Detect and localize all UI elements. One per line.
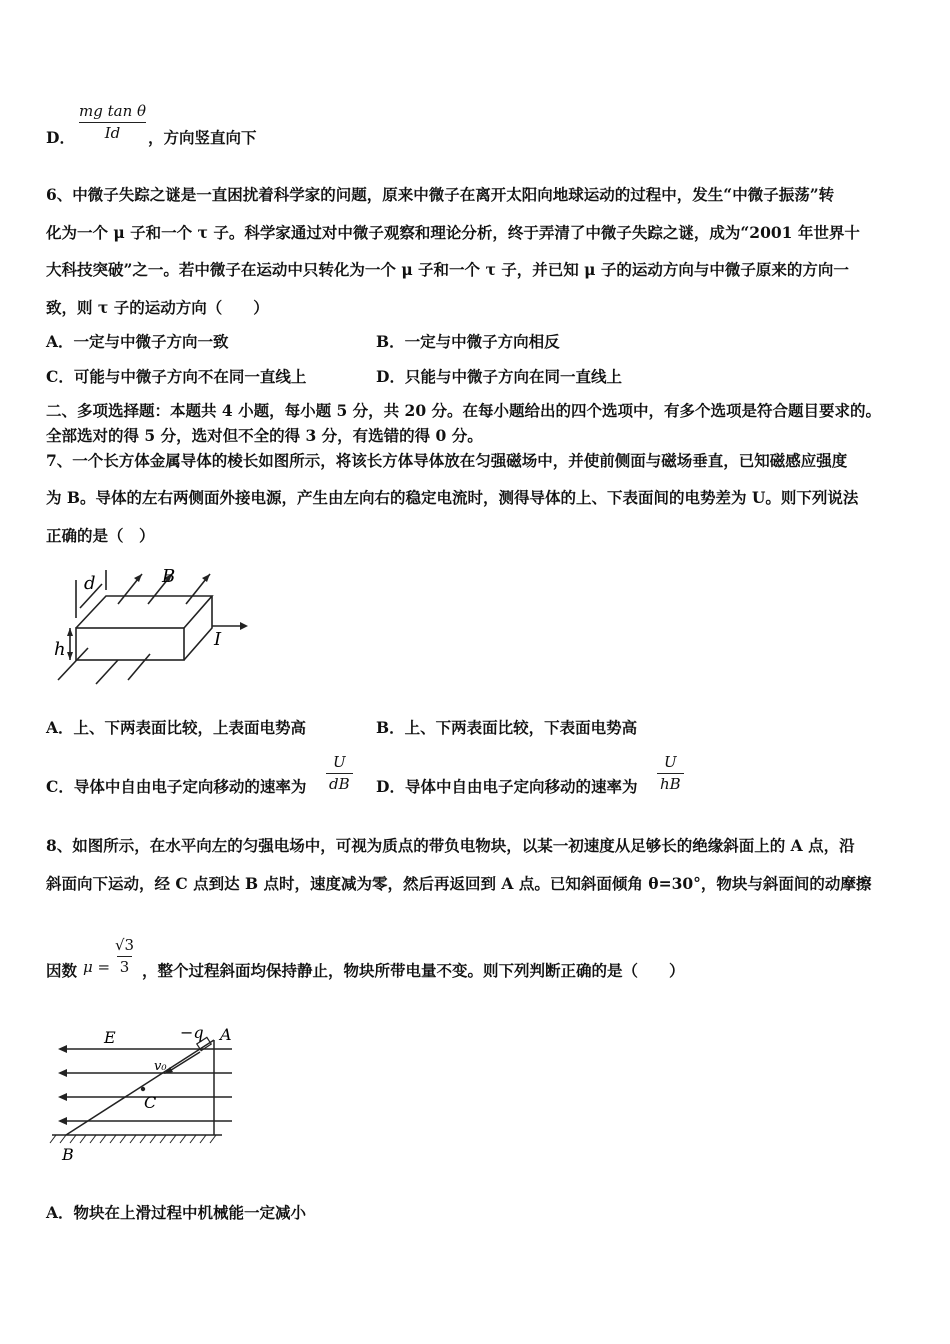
q7-figure-label-h: h: [54, 639, 66, 660]
q6-option-a[interactable]: A．一定与中微子方向一致: [46, 332, 229, 351]
q8-stem-line2: 斜面向下运动，经 C 点到达 B 点时，速度减为零，然后再返回到 A 点。已知斜面倾角 θ=30°，物块与斜面间的动摩擦: [46, 874, 872, 893]
q8-option-a[interactable]: A．物块在上滑过程中机械能一定减小: [46, 1203, 307, 1222]
q8-figure-label-e: E: [104, 1028, 116, 1047]
q8-stem-line3-prefix: 因数: [46, 961, 78, 980]
q6-stem-line3: 大科技突破”之一。若中微子在运动中只转化为一个 μ 子和一个 τ 子，并已知 μ 子的运动方向与中微子原来的方向一: [46, 260, 849, 279]
q8-figure-label-b: B: [62, 1145, 74, 1164]
fraction-numerator: U: [664, 753, 677, 771]
q5-option-d-label: D．: [46, 128, 75, 147]
fraction-denominator: 3: [117, 956, 133, 975]
fraction-denominator: dB: [326, 773, 353, 792]
q8-figure-label-v0: v₀: [154, 1059, 167, 1074]
q8-stem-line3-suffix: ，整个过程斜面均保持静止，物块所带电量不变。则下列判断正确的是（ ）: [142, 961, 685, 980]
q7-figure-label-d: d: [84, 573, 96, 594]
q8-mu-symbol: μ =: [83, 958, 111, 976]
q7-stem-line2: 为 B。导体的左右两侧面外接电源，产生由左向右的稳定电流时，测得导体的上、下表面间的电势差为 U。则下列说法: [46, 488, 859, 507]
q6-option-b[interactable]: B．一定与中微子方向相反: [376, 332, 560, 351]
fraction-numerator: U: [332, 753, 346, 771]
q7-figure-label-i: I: [214, 629, 222, 650]
q6-stem-line2: 化为一个 μ 子和一个 τ 子。科学家通过对中微子观察和理论分析，终于弄清了中微子失踪之谜，成为“2001 年世界十: [46, 223, 860, 242]
q5-option-d-suffix: ，方向竖直向下: [148, 128, 257, 147]
fraction-numerator: mg tan θ: [79, 102, 147, 120]
section2-instruction-line1: 二、多项选择题：本题共 4 小题，每小题 5 分，共 20 分。在每小题给出的四个选项中，有多个选项是符合题目要求的。: [46, 401, 882, 420]
q7-stem-line1: 7、一个长方体金属导体的棱长如图所示，将该长方体导体放在匀强磁场中，并使前侧面与磁场垂直，已知磁感应强度: [46, 451, 848, 470]
q7-option-c[interactable]: C．导体中自由电子定向移动的速率为: [46, 777, 307, 796]
q8-figure-label-c: C: [144, 1093, 157, 1112]
q6-stem-line1: 6、中微子失踪之谜是一直困扰着科学家的问题，原来中微子在离开太阳向地球运动的过程中，发生“中微子振荡”转: [46, 185, 835, 204]
q7-option-a[interactable]: A．上、下两表面比较，上表面电势高: [46, 718, 307, 737]
q6-stem-line4: 致，则 τ 子的运动方向（ ）: [46, 298, 269, 317]
q7-option-d[interactable]: D．导体中自由电子定向移动的速率为: [376, 777, 638, 796]
fraction-numerator: √3: [115, 936, 135, 954]
q8-stem-line1: 8、如图所示，在水平向左的匀强电场中，可视为质点的带负电物块，以某一初速度从足够长的绝缘斜面上的 A 点，沿: [46, 836, 855, 855]
q7-stem-line3: 正确的是（ ）: [46, 526, 155, 545]
q7-option-b[interactable]: B．上、下两表面比较，下表面电势高: [376, 718, 638, 737]
q7-figure-label-b: B: [162, 566, 176, 587]
q6-option-d[interactable]: D．只能与中微子方向在同一直线上: [376, 367, 622, 386]
fraction-denominator: Id: [79, 122, 147, 141]
fraction-denominator: hB: [657, 773, 684, 792]
q8-figure-label-q: −q: [180, 1023, 204, 1042]
q8-figure-label-a: A: [220, 1025, 232, 1044]
section2-instruction-line2: 全部选对的得 5 分，选对但不全的得 3 分，有选错的得 0 分。: [46, 426, 483, 445]
q6-option-c[interactable]: C．可能与中微子方向不在同一直线上: [46, 367, 307, 386]
